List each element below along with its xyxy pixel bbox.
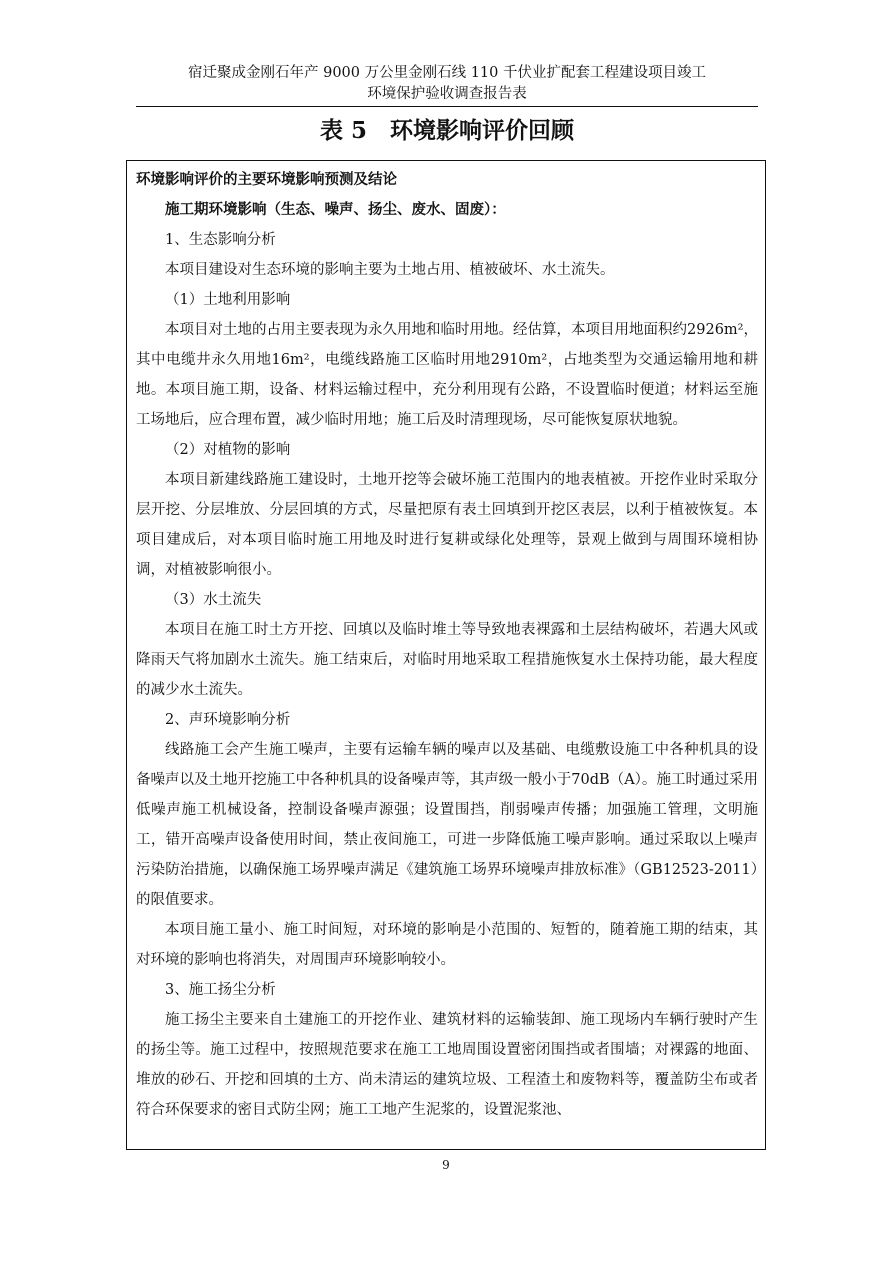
table-title: 表 5 环境影响评价回顾 [319,117,574,144]
land-paragraph: 本项目对土地的占用主要表现为永久用地和临时用地。经估算，本项目用地面积约2926m²，其中电缆井永久用地16m²，电缆线路施工区临时用地2910m²，占地类型为交通运输用地和耕地。本项目施工期，设备、材料运输过程中，充分利用现有公路，不设置临时便道；材料运至施工场地后，应合理布置，减少临时用地；施工后及时清理现场，尽可能恢复原状地貌。 [136,322,758,428]
dust-heading: 3、施工扬尘分析 [165,982,276,998]
land-heading: （1）土地利用影响 [165,292,291,308]
dust-paragraph: 施工扬尘主要来自土建施工的开挖作业、建筑材料的运输装卸、施工现场内车辆行驶时产生的扬尘等。施工过程中，按照规范要求在施工工地周围设置密闭围挡或者围墙；对裸露的地面、堆放的砂石、开挖和回填的土方、尚未清运的建筑垃圾、工程渣土和废物料等，覆盖防尘布或者符合环保要求的密目式防尘网；施工工地产生泥浆的，设置泥浆池、 [136,1012,758,1118]
construction-heading: 施工期环境影响（生态、噪声、扬尘、废水、固废）： [165,201,506,218]
content-body [136,165,758,1125]
header-line-2: 环境保护验收调查报告表 [367,86,527,102]
vegetation-paragraph: 本项目新建线路施工建设时，土地开挖等会破坏施工范围内的地表植被。开挖作业时采取分层开挖、分层堆放、分层回填的方式，尽量把原有表土回填到开挖区表层，以利于植被恢复。本项目建成后，对本项目临时施工用地及时进行复耕或绿化处理等，景观上做到与周围环境相协调，对植被影响很小。 [136,472,758,578]
vegetation-heading: （2）对植物的影响 [165,442,291,458]
soil-paragraph: 本项目在施工时土方开挖、回填以及临时堆土等导致地表裸露和土层结构破坏，若遇大风或降雨天气将加剧水土流失。施工结束后，对临时用地采取工程措施恢复水土保持功能，最大程度的减少水土流失。 [136,622,758,698]
header-line-1: 宿迁聚成金刚石年产 9000 万公里金刚石线 110 千伏业扩配套工程建设项目竣工 [187,65,706,81]
eco-intro: 本项目建设对生态环境的影响主要为土地占用、植被破坏、水土流失。 [165,262,615,278]
noise-paragraph-1: 线路施工会产生施工噪声，主要有运输车辆的噪声以及基础、电缆敷设施工中各种机具的设备噪声以及土地开挖施工中各种机具的设备噪声等，其声级一般小于70dB（A）。施工时通过采用低噪声施工机械设备，控制设备噪声源强；设置围挡，削弱噪声传播；加强施工管理，文明施工，错开高噪声设备使用时间，禁止夜间施工，可进一步降低施工噪声影响。通过采取以上噪声污染防治措施，以确保施工场界噪声满足《建筑施工场界环境噪声排放标准》（GB12523-2011）的限值要求。 [136,742,758,908]
content-box [126,160,766,1150]
header-rule [136,106,758,107]
noise-heading: 2、声环境影响分析 [165,712,291,728]
noise-paragraph-2: 本项目施工量小、施工时间短，对环境的影响是小范围的、短暂的，随着施工期的结束，其对环境的影响也将消失，对周围声环境影响较小。 [136,922,758,968]
soil-heading: （3）水土流失 [165,592,262,608]
document-header [136,63,758,105]
eco-heading: 1、生态影响分析 [165,232,276,248]
page-number: 9 [442,1158,450,1172]
section-heading: 环境影响评价的主要环境影响预测及结论 [136,171,397,188]
